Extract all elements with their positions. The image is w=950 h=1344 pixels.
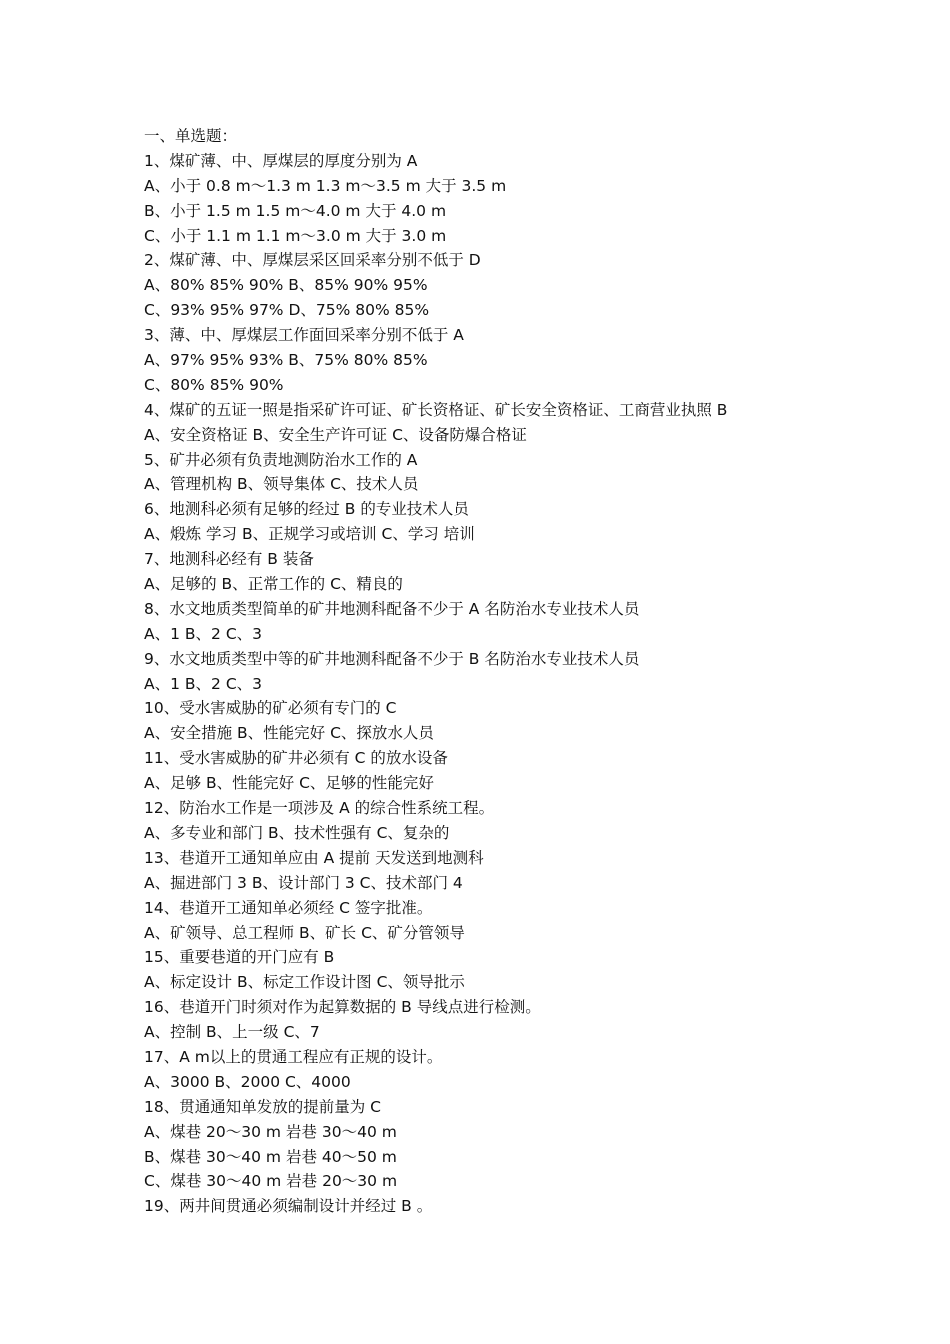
question-1-option-b: B、小于 1.5 m 1.5 m～4.0 m 大于 4.0 m xyxy=(144,201,447,220)
question-2-options-ab: A、80% 85% 90% B、85% 90% 95% xyxy=(144,276,428,295)
question-15-options: A、标定设计 B、标定工作设计图 C、领导批示 xyxy=(144,973,465,992)
question-6: 6、地测科必须有足够的经过 B 的专业技术人员 xyxy=(144,500,469,519)
question-17-options: A、3000 B、2000 C、4000 xyxy=(144,1072,351,1091)
question-12: 12、防治水工作是一项涉及 A 的综合性系统工程。 xyxy=(144,799,495,818)
question-14: 14、巷道开工通知单必须经 C 签字批准。 xyxy=(144,898,433,917)
question-7-options: A、足够的 B、正常工作的 C、精良的 xyxy=(144,575,403,594)
question-1: 1、煤矿薄、中、厚煤层的厚度分别为 A xyxy=(144,151,418,170)
question-9-options: A、1 B、2 C、3 xyxy=(144,674,262,693)
question-1-option-c: C、小于 1.1 m 1.1 m～3.0 m 大于 3.0 m xyxy=(144,226,447,245)
question-10-options: A、安全措施 B、性能完好 C、探放水人员 xyxy=(144,724,434,743)
question-14-options: A、矿领导、总工程师 B、矿长 C、矿分管领导 xyxy=(144,923,465,942)
question-2: 2、煤矿薄、中、厚煤层采区回采率分别不低于 D xyxy=(144,251,481,270)
question-10: 10、受水害威胁的矿必须有专门的 C xyxy=(144,699,397,718)
question-8-options: A、1 B、2 C、3 xyxy=(144,624,262,643)
question-11-options: A、足够 B、性能完好 C、足够的性能完好 xyxy=(144,774,434,793)
question-6-options: A、煅炼 学习 B、正规学习或培训 C、学习 培训 xyxy=(144,525,475,544)
document-body xyxy=(144,124,904,1219)
question-12-options: A、多专业和部门 B、技术性强有 C、复杂的 xyxy=(144,823,450,842)
question-1-option-a: A、小于 0.8 m～1.3 m 1.3 m～3.5 m 大于 3.5 m xyxy=(144,176,507,195)
question-18-option-b: B、煤巷 30～40 m 岩巷 40～50 m xyxy=(144,1147,397,1166)
question-18: 18、贯通通知单发放的提前量为 C xyxy=(144,1097,381,1116)
question-19: 19、两井间贯通必须编制设计并经过 B 。 xyxy=(144,1197,433,1216)
question-18-option-c: C、煤巷 30～40 m 岩巷 20～30 m xyxy=(144,1172,398,1191)
question-4-options: A、安全资格证 B、安全生产许可证 C、设备防爆合格证 xyxy=(144,425,527,444)
question-18-option-a: A、煤巷 20～30 m 岩巷 30～40 m xyxy=(144,1122,397,1141)
question-8: 8、水文地质类型简单的矿井地测科配备不少于 A 名防治水专业技术人员 xyxy=(144,599,640,618)
question-11: 11、受水害威胁的矿井必须有 C 的放水设备 xyxy=(144,749,448,768)
question-13: 13、巷道开工通知单应由 A 提前 天发送到地测科 xyxy=(144,848,484,867)
question-7: 7、地测科必经有 B 装备 xyxy=(144,550,314,569)
question-15: 15、重要巷道的开门应有 B xyxy=(144,948,335,967)
question-16-options: A、控制 B、上一级 C、7 xyxy=(144,1023,320,1042)
question-16: 16、巷道开门时须对作为起算数据的 B 导线点进行检测。 xyxy=(144,998,541,1017)
question-17: 17、A m以上的贯通工程应有正规的设计。 xyxy=(144,1047,443,1066)
question-3-option-c: C、80% 85% 90% xyxy=(144,375,284,394)
question-3: 3、薄、中、厚煤层工作面回采率分别不低于 A xyxy=(144,326,464,345)
question-5: 5、矿井必须有负责地测防治水工作的 A xyxy=(144,450,418,469)
section-heading: 一、单选题： xyxy=(144,127,238,145)
question-4: 4、煤矿的五证一照是指采矿许可证、矿长资格证、矿长安全资格证、工商营业执照 B xyxy=(144,400,728,419)
question-3-options-ab: A、97% 95% 93% B、75% 80% 85% xyxy=(144,351,428,370)
question-2-options-cd: C、93% 95% 97% D、75% 80% 85% xyxy=(144,301,430,320)
question-9: 9、水文地质类型中等的矿井地测科配备不少于 B 名防治水专业技术人员 xyxy=(144,649,640,668)
question-13-options: A、掘进部门 3 B、设计部门 3 C、技术部门 4 xyxy=(144,873,463,892)
question-5-options: A、管理机构 B、领导集体 C、技术人员 xyxy=(144,475,419,494)
